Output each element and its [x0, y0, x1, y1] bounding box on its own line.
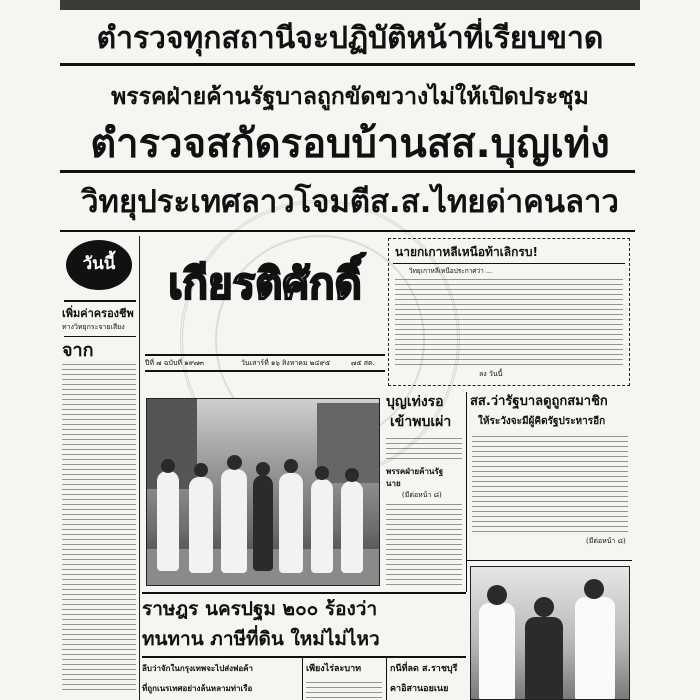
headline-rule-1 [60, 63, 635, 66]
right-photo-figure-3 [575, 597, 615, 700]
photo-figure-5 [279, 473, 303, 573]
masthead-rule [145, 354, 385, 356]
masthead-title: เกียรติศักดิ์ [168, 259, 362, 308]
photo-head-3 [227, 455, 242, 470]
photo-head-1 [161, 459, 175, 473]
logo-oval [66, 240, 132, 290]
mid-col1-subhead: เข้าพบเผ่า [390, 414, 452, 430]
left-col-rule [64, 300, 136, 302]
photo-head-4 [256, 462, 270, 476]
right-photo-rule [466, 560, 632, 561]
bottom-col-b2: คาอิสานอยเนย [390, 684, 449, 694]
masthead-rule-2 [145, 370, 385, 372]
bottom-headline-2: ทนทาน ภาษีที่ดิน ใหม่ไม่ไหว [142, 628, 380, 650]
main-photo [146, 398, 380, 586]
mid-col1-bold: พรรคฝ่ายค้านรัฐ [386, 467, 444, 476]
headline-rule-4 [60, 230, 635, 232]
box-top-right-body [395, 279, 623, 367]
photo-head-6 [315, 466, 329, 480]
mid-col1-headline: บุญเท่งรอ [386, 394, 444, 410]
photo-figure-3 [221, 469, 247, 573]
masthead-date: วันเสาร์ที่ ๑๖ สิงหาคม ๒๔๙๕ [241, 359, 331, 367]
logo-text: วันนี้ [82, 254, 116, 274]
left-col-rule-2 [64, 336, 136, 337]
mid-col1-body-2 [386, 504, 462, 588]
bottom-col-a-body [306, 682, 382, 700]
mid-col1-continued: (มีต่อหน้า ๘) [402, 491, 442, 499]
box-top-right [388, 238, 630, 386]
headline-rule-3 [60, 170, 635, 173]
right-photo-figure-2 [525, 617, 563, 700]
box-top-right-headline: นายกเกาหลีเหนือท้าเลิกรบ! [395, 245, 538, 259]
box-top-right-rule [393, 263, 625, 264]
left-col-subhead: ทางวิทยุกระจายเสียง [62, 323, 125, 331]
mid-col2-subhead: ให้ระวังจะมีผู้คิดรัฐประหารอีก [478, 416, 606, 427]
photo-figure-4 [253, 475, 273, 571]
photo-head-2 [194, 463, 208, 477]
left-col-lead: จาก [62, 340, 94, 361]
right-photo-head-3 [584, 579, 604, 599]
bottom-col-divider-2 [386, 658, 387, 700]
mid-col2-body [472, 436, 628, 534]
bottom-col-b: กนีที่ลด ส.ราชบุรี [390, 664, 458, 674]
top-cutoff-band [60, 0, 640, 10]
headline-1: ตำรวจทุกสถานีจะปฏิบัติหน้าที่เรียบขาด [96, 21, 604, 56]
bottom-sub-1: ลีบว่าจักในกรุงเทพจะไปส่งพ่อค้า [142, 664, 253, 673]
right-photo-head-2 [534, 597, 554, 617]
right-photo-figure-1 [479, 603, 515, 700]
photo-figure-7 [341, 481, 363, 573]
mid-col2-headline: สส.ว่ารัฐบาลดูถูกสมาชิก [470, 394, 608, 409]
box-top-right-lead: วิทยุเกาหลีเหนือประกาศว่า ... [409, 267, 493, 275]
headline-2: พรรคฝ่ายค้านรัฐบาลถูกขัดขวางไม่ให้เปิดประชุม [111, 84, 589, 110]
left-column [60, 236, 140, 700]
bottom-col-a: เพียงไร่ละบาท [306, 664, 362, 674]
mid-col2-continued: (มีต่อหน้า ๘) [586, 537, 626, 545]
mid-col1-body-1 [386, 438, 462, 462]
box-top-right-tail: ลง วันนี้ [479, 370, 503, 378]
masthead-issue: ปีที่ ๗ ฉบับที่ ๑๙๗๓ [145, 359, 204, 367]
photo-figure-1 [157, 471, 179, 571]
mid-right-col1 [384, 390, 464, 594]
mid-right-col2 [468, 390, 632, 560]
bottom-col-divider-1 [302, 658, 303, 700]
right-photo [470, 566, 630, 700]
bottom-headline-1: ราษฎร นครปฐม ๒๐๐ ร้องว่า [142, 598, 378, 620]
photo-figure-2 [189, 477, 213, 573]
mid-col-divider [466, 392, 467, 592]
left-col-body-text [62, 364, 136, 694]
photo-head-7 [345, 468, 359, 482]
masthead-price: ๗๕ สต. [351, 359, 375, 367]
photo-figure-6 [311, 479, 333, 573]
mid-col1-byline: นาย [386, 479, 401, 488]
headline-3: ตำรวจสกัดรอบบ้านสส.บุญเท่ง [90, 121, 610, 167]
right-photo-head-1 [487, 585, 507, 605]
headline-4: วิทยุประเทศลาวโจมตีส.ส.ไทยด่าคนลาว [81, 184, 619, 220]
photo-head-5 [284, 459, 298, 473]
masthead [145, 236, 385, 396]
bottom-rule-mid [142, 656, 466, 658]
bottom-sub-2: ที่ถูกเนรเทศอย่างล้นหลามท่าเรือ [142, 684, 253, 693]
left-col-headline: เพิ่มค่าครองชีพ [62, 307, 134, 320]
